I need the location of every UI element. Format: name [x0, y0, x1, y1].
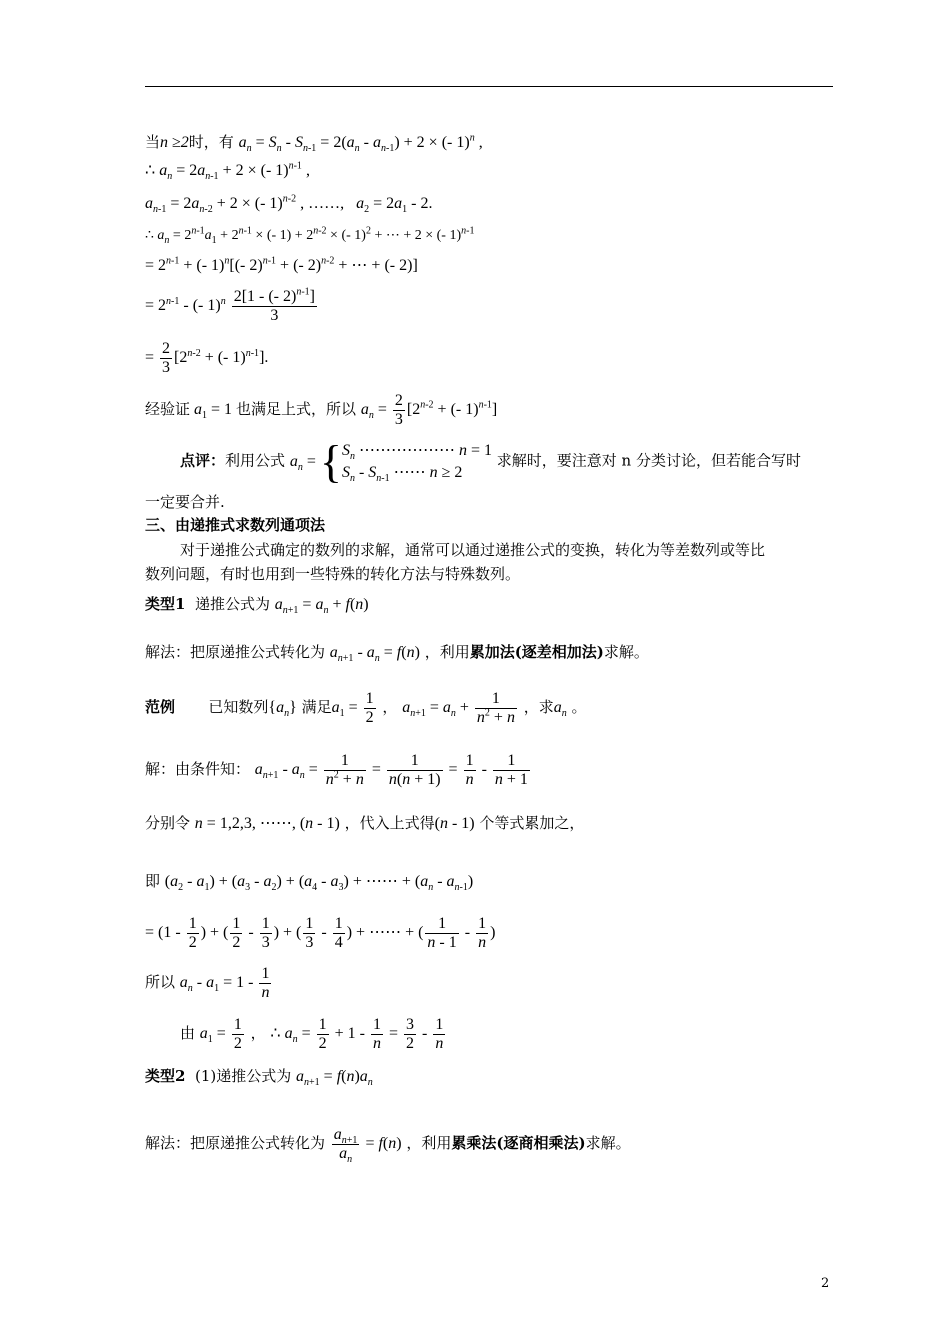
line-1: 当n ≥2时，有 $a_n = S_n - S_{n-1} = 2(a_n - a_{n-1}) + 2$ × (- 1)$^n$ , — [145, 132, 483, 155]
so-line: 所以 $a_n - a_1 = 1$ - $\frac{1}{n}$ — [145, 965, 270, 1001]
line-5: = $2^{n-1}$ + (- 1)$^n$[(- 2)$^{n-1}$ + (- 2)$^{n-2}$ + ⋯ + (- 2)] — [145, 255, 418, 274]
line-2: ∴ $a_n = 2a_{n-1} + 2$ × (- 1)$^{n-1}$ , — [145, 160, 310, 183]
section-intro-1: 对于递推公式确定的数列的求解，通常可以通过递推公式的变换，转化为等差数列或等比 — [180, 541, 766, 559]
line-6: = $2^{n-1}$ - (- 1)$^n$ $\frac{2[1 - (- 2)^{n-1}]}{3}$ — [145, 286, 315, 324]
type2-method: 解法：把原递推公式转化为 $\frac{a_{n+1}}{a_n}$ = f(n) ，利用累乘法(逐商相乘法)求解。 — [145, 1126, 631, 1166]
page-number: 2 — [821, 1276, 830, 1291]
comment-line: 点评：利用公式 $a_n$ = { $S_n$ ⋯⋯⋯⋯⋯⋯ n = 1 $S_n - S_{n-1}$ ⋯⋯ n ≥ 2 求解时，要注意对 n 分类讨论，但若能合写时 — [180, 436, 801, 487]
type1-line: 类型1 递推公式为 $a_{n+1} = a_n + f(n)$ — [145, 595, 369, 617]
line-4: ∴ $a_n = 2^{n-1}a_1 + 2^{n-1}$ × (- $1) + 2^{n-2}$ × (- 1)$^2$ + ⋯ + 2 × (- 1)$^{n-1}$ — [145, 225, 475, 246]
section-intro-2: 数列问题，有时也用到一些特殊的转化方法与特殊数列。 — [145, 565, 521, 583]
verify-line: 经验证 $a_1 = 1$ 也满足上式，所以 $a_n$ = $\frac{2}{3}$ [$2^{n-2}$ + (- 1)$^{n-1}$] — [145, 392, 498, 428]
header-rule — [145, 86, 833, 87]
section-title: 三、由递推式求数列通项法 — [145, 516, 326, 534]
solution-line: 解：由条件知： $a_{n+1} - a_n$ = $\frac{1}{n^2 + n}$ = $\frac{1}{n(n + 1)}$ = $\frac{1}{n}$ - $\frac{1}{n + 1}$ — [145, 752, 528, 788]
type1-method: 解法：把原递推公式转化为 $a_{n+1} - a_n = f(n)$ ，利用累加法(逐差相加法)求解。 — [145, 643, 649, 665]
line-7: = $\frac{2}{3}$ [$2^{n-2}$ + (- 1)$^{n-1}$]. — [145, 340, 269, 376]
sum-line: 即 $(a_2 - a_1) + (a_3 - a_2) + (a_4 - a_3)$ + ⋯⋯ + $(a_n - a_{n-1})$ — [145, 872, 474, 894]
example-line: 范例 已知数列$\{a_n\}$ 满足$a_1$ = $\frac{1}{2}$ ， $a_{n+1} = a_n$ + $\frac{1}{n^2 + n}$ ，求$a_n$ 。 — [145, 690, 587, 726]
sum-line-2: = (1 - $\frac{1}{2}$ ) + ( $\frac{1}{2}$ - $\frac{1}{3}$ ) + ( $\frac{1}{3}$ - $\frac{1}{4}$ ) + ⋯⋯ + ( $\frac{1}{n - 1}$ - $\frac{1}{n}$ ) — [145, 915, 496, 951]
let-line: 分别令 n = 1,2,3, ⋯⋯, (n - 1) ，代入上式得(n - 1) 个等式累加之， — [145, 814, 585, 832]
result-line: 由 $a_1$ = $\frac{1}{2}$ ， ∴ $a_n$ = $\frac{1}{2}$ + 1 - $\frac{1}{n}$ = $\frac{3}{2}$ - $\frac{1}{n}$ — [180, 1016, 444, 1052]
type2-line: 类型2 (1)递推公式为 $a_{n+1} = f(n)a_n$ — [145, 1067, 373, 1089]
comment-line-2: 一定要合并. — [145, 493, 225, 511]
line-3: $a_{n-1} = 2a_{n-2} + 2$ × (- 1)$^{n-2}$ , ……, $a_2 = 2a_1 - 2$. — [145, 193, 433, 216]
